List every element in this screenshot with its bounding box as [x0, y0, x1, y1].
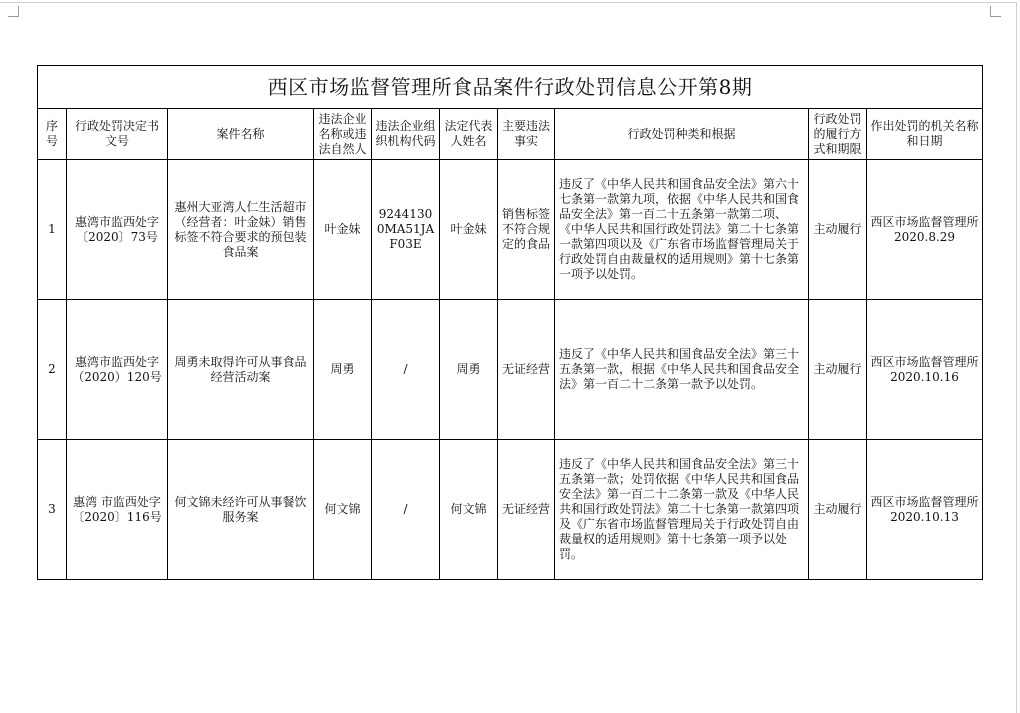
cell-legal-rep: 叶金妹 [440, 160, 498, 300]
header-decision-doc: 行政处罚决定书文号 [67, 109, 168, 160]
cell-legal-rep: 周勇 [440, 300, 498, 440]
cell-case-name: 周勇未取得许可从事食品经营活动案 [168, 300, 314, 440]
cell-case-name: 何文锦未经许可从事餐饮服务案 [168, 440, 314, 580]
cell-main-fact: 无证经营 [498, 440, 555, 580]
cell-org-code: 92441300MA51JAF03E [372, 160, 440, 300]
title-row [38, 66, 983, 109]
table-row [38, 300, 983, 440]
cell-penalty-basis: 违反了《中华人民共和国食品安全法》第六十七条第一款第九项，依据《中华人民共和国食品安全法》第一百二十五条第一款第二项、《中华人民共和国行政处罚法》第二十七条第一款第四项以及《广东省市场监督管理局关于行政处罚自由裁量权的适用规则》第十七条第一项予以处罚。 [555, 160, 809, 300]
header-no: 序号 [38, 109, 67, 160]
page-border-right [1016, 2, 1017, 713]
header-row [38, 109, 983, 160]
cell-violator: 何文锦 [314, 440, 372, 580]
cell-penalty-basis: 违反了《中华人民共和国食品安全法》第三十五条第一款，根据《中华人民共和国食品安全法》第一百二十二条第一款予以处罚。 [555, 300, 809, 440]
cell-performance: 主动履行 [809, 160, 867, 300]
cell-case-name: 惠州大亚湾人仁生活超市（经营者：叶金妹）销售标签不符合要求的预包装食品案 [168, 160, 314, 300]
cell-violator: 叶金妹 [314, 160, 372, 300]
header-violator: 违法企业名称或违法自然人 [314, 109, 372, 160]
header-legal-rep: 法定代表人姓名 [440, 109, 498, 160]
header-authority-date: 作出处罚的机关名称和日期 [867, 109, 983, 160]
cell-performance: 主动履行 [809, 440, 867, 580]
cell-penalty-basis: 违反了《中华人民共和国食品安全法》第三十五条第一款；处罚依据《中华人民共和国食品安全法》第一百二十二条第一款及《中华人民共和国行政处罚法》第二十七条第一款第四项及《广东省市场监督管理局关于行政处罚自由裁量权的适用规则》第十七条第一项予以处罚。 [555, 440, 809, 580]
cell-main-fact: 无证经营 [498, 300, 555, 440]
header-main-fact: 主要违法事实 [498, 109, 555, 160]
cell-org-code: / [372, 300, 440, 440]
table-row [38, 440, 983, 580]
header-penalty-basis: 行政处罚种类和根据 [555, 109, 809, 160]
cell-authority-date: 西区市场监督管理所2020.8.29 [867, 160, 983, 300]
cell-org-code: / [372, 440, 440, 580]
penalty-info-table [37, 65, 983, 580]
cell-decision-doc: 惠湾 市监西处字〔2020〕116号 [67, 440, 168, 580]
corner-mark-top-right [990, 6, 1001, 17]
cell-performance: 主动履行 [809, 300, 867, 440]
cell-decision-doc: 惠湾市监西处字〔2020〕73号 [67, 160, 168, 300]
cell-decision-doc: 惠湾市监西处字（2020）120号 [67, 300, 168, 440]
cell-legal-rep: 何文锦 [440, 440, 498, 580]
cell-no: 3 [38, 440, 67, 580]
cell-authority-date: 西区市场监督管理所2020.10.13 [867, 440, 983, 580]
corner-mark-top-left [8, 6, 19, 17]
cell-no: 2 [38, 300, 67, 440]
cell-authority-date: 西区市场监督管理所2020.10.16 [867, 300, 983, 440]
cell-main-fact: 销售标签不符合规定的食品 [498, 160, 555, 300]
cell-violator: 周勇 [314, 300, 372, 440]
header-case-name: 案件名称 [168, 109, 314, 160]
page-border-top [0, 2, 1016, 3]
table-title: 西区市场监督管理所食品案件行政处罚信息公开第8期 [38, 66, 983, 109]
table-row [38, 160, 983, 300]
header-performance: 行政处罚的履行方式和期限 [809, 109, 867, 160]
header-org-code: 违法企业组织机构代码 [372, 109, 440, 160]
cell-no: 1 [38, 160, 67, 300]
